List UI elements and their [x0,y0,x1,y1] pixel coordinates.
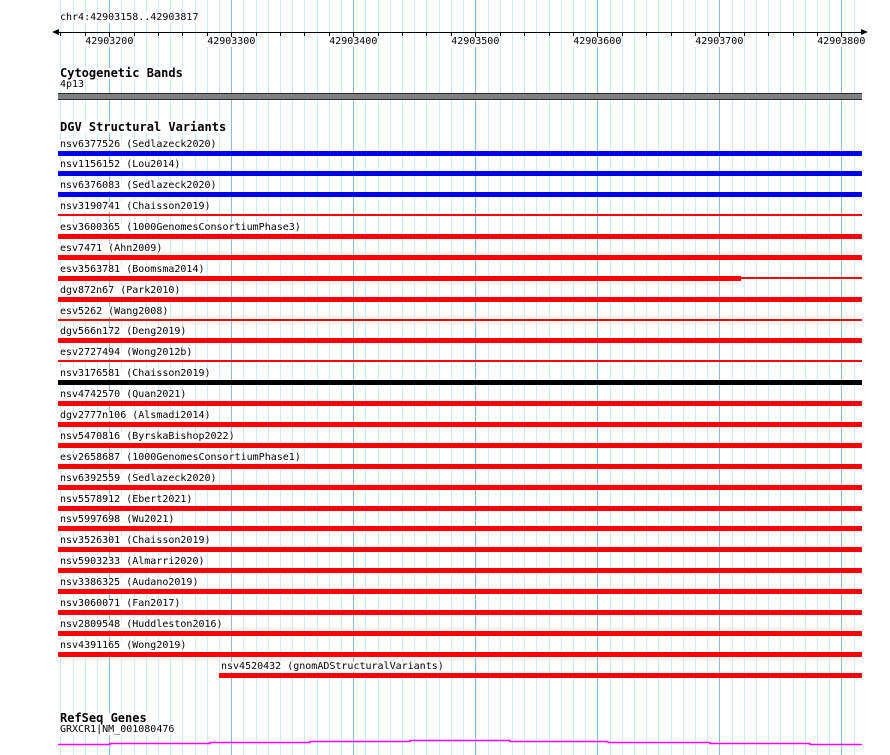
cytoband-name: 4p13 [60,79,85,90]
grid-line-minor [671,0,672,755]
grid-line-minor [561,0,562,755]
variant-bar-thin-extension[interactable] [741,277,862,279]
ruler-tick-label: 42903800 [817,36,866,47]
variant-label: esv2658687 (1000GenomesConsortiumPhase1) [60,451,301,463]
variant-label: nsv5903233 (Almarri2020) [60,556,205,568]
grid-line-minor [732,0,733,755]
variant-bar[interactable] [58,610,862,615]
variant-label: nsv1156152 (Lou2014) [60,159,181,171]
ruler-tick-minor [378,32,379,36]
grid-line-minor [439,0,440,755]
grid-line-minor [268,0,269,755]
grid-line-minor [365,0,366,755]
grid-line-minor [854,0,855,755]
variant-bar[interactable] [58,234,862,239]
grid-line-minor [744,0,745,755]
variant-label: nsv4742570 (Quan2021) [60,389,187,401]
variant-label: nsv6392559 (Sedlazeck2020) [60,472,217,484]
grid-line-major [231,0,232,755]
variant-label: nsv3176581 (Chaisson2019) [60,368,211,380]
ruler-tick-minor [402,32,403,36]
variant-label: nsv5997698 (Wu2021) [60,514,175,526]
ruler-tick-minor [524,32,525,36]
grid-line-minor [646,0,647,755]
variant-bar[interactable] [58,151,862,156]
dgv-header: DGV Structural Variants [60,120,227,134]
variant-bar[interactable] [58,297,862,302]
grid-line-minor [451,0,452,755]
variant-bar[interactable] [58,214,862,216]
variant-bar[interactable] [58,401,862,406]
grid-line-minor [549,0,550,755]
ruler-right-arrow-icon [861,29,868,35]
grid-line-minor [756,0,757,755]
variant-label: nsv4391165 (Wong2019) [60,639,187,651]
grid-line-minor [805,0,806,755]
grid-line-minor [341,0,342,755]
cytobands-header: Cytogenetic Bands [60,66,183,80]
grid-line-major [597,0,598,755]
grid-line-minor [585,0,586,755]
variant-label: nsv3060071 (Fan2017) [60,597,181,609]
variant-bar[interactable] [58,443,862,448]
variant-label: nsv3190741 (Chaisson2019) [60,201,211,213]
grid-line-major [841,0,842,755]
grid-line-minor [622,0,623,755]
ruler-tick-minor [768,32,769,36]
variant-bar[interactable] [58,485,862,490]
grid-line-minor [780,0,781,755]
ruler-tick-label: 42903400 [329,36,378,47]
ruler-tick-label: 42903500 [451,36,500,47]
grid-line-major [353,0,354,755]
ruler-tick-minor [744,32,745,36]
ruler-tick-minor [256,32,257,36]
grid-line-minor [317,0,318,755]
variant-bar[interactable] [58,319,862,321]
grid-line-minor [695,0,696,755]
ruler-tick-label: 42903700 [695,36,744,47]
grid-line-minor [304,0,305,755]
grid-line-minor [256,0,257,755]
grid-line-minor [390,0,391,755]
grid-line-major [475,0,476,755]
grid-line-minor [488,0,489,755]
variant-bar[interactable] [58,192,862,197]
variant-bar[interactable] [58,255,862,260]
ruler-tick-minor [646,32,647,36]
variant-label: nsv5578912 (Ebert2021) [60,493,193,505]
grid-line-minor [414,0,415,755]
grid-line-minor [793,0,794,755]
variant-label: esv5262 (Wang2008) [60,305,169,317]
grid-line-minor [524,0,525,755]
grid-line-minor [707,0,708,755]
variant-label: nsv6376083 (Sedlazeck2020) [60,180,217,192]
variant-bar[interactable] [58,380,862,385]
variant-bar[interactable] [58,631,862,636]
grid-line-major [719,0,720,755]
grid-line-minor [683,0,684,755]
variant-bar[interactable] [58,464,862,469]
region-title: chr4:42903158..42903817 [60,12,199,23]
ruler-tick-minor [793,32,794,36]
grid-line-minor [536,0,537,755]
ruler-tick-minor [182,32,183,36]
ruler-tick-label: 42903600 [573,36,622,47]
grid-line-minor [610,0,611,755]
variant-label: nsv3526301 (Chaisson2019) [60,535,211,547]
refseq-header: RefSeq Genes [60,711,147,725]
grid-line-minor [426,0,427,755]
ruler-tick-minor [622,32,623,36]
grid-line-minor [768,0,769,755]
variant-label: nsv6377526 (Sedlazeck2020) [60,138,217,150]
variant-label: esv2727494 (Wong2012b) [60,347,193,359]
grid-line-minor [292,0,293,755]
grid-line-minor [634,0,635,755]
grid-line-minor [500,0,501,755]
variant-bar[interactable] [58,506,862,511]
grid-line-minor [402,0,403,755]
ruler-tick-label: 42903300 [207,36,256,47]
variant-bar[interactable] [58,526,862,531]
variant-bar[interactable] [58,338,862,343]
grid-line-minor [512,0,513,755]
variant-bar[interactable] [58,547,862,552]
grid-line-minor [243,0,244,755]
ruler-left-arrow-icon [52,29,59,35]
ruler-tick-label: 42903200 [85,36,134,47]
grid-line-minor [658,0,659,755]
ruler-tick-minor [134,32,135,36]
ruler-tick-minor [60,32,61,36]
gene-name: GRXCR1|NM_001080476 [60,724,175,735]
variant-label: nsv5470816 (ByrskaBishop2022) [60,430,235,442]
variant-label: dgv566n172 (Deng2019) [60,326,187,338]
grid-line-minor [817,0,818,755]
variant-bar[interactable] [58,171,862,176]
variant-bar[interactable] [219,673,862,678]
variant-label: esv3563781 (Boomsma2014) [60,263,205,275]
ruler-tick-minor [304,32,305,36]
variant-bar[interactable] [58,360,862,362]
grid-line-minor [463,0,464,755]
ruler-tick-minor [549,32,550,36]
variant-label: nsv4520432 (gnomADStructuralVariants) [221,660,444,672]
variant-bar[interactable] [58,589,862,594]
variant-bar[interactable] [58,652,862,657]
variant-label: dgv872n67 (Park2010) [60,284,181,296]
grid-line-minor [573,0,574,755]
grid-line-minor [280,0,281,755]
variant-label: dgv2777n106 (Alsmadi2014) [60,409,211,421]
variant-bar[interactable] [58,276,741,281]
variant-bar[interactable] [58,422,862,427]
grid-line-minor [329,0,330,755]
ruler-tick-minor [671,32,672,36]
ruler-tick-minor [158,32,159,36]
ruler-axis-line [58,32,862,33]
variant-label: esv7471 (Ahn2009) [60,242,163,254]
cytoband-bar[interactable] [58,93,862,100]
ruler-tick-minor [500,32,501,36]
ruler-tick-minor [426,32,427,36]
grid-line-minor [219,0,220,755]
variant-bar[interactable] [58,568,862,573]
grid-line-minor [829,0,830,755]
variant-label: nsv2809548 (Huddleston2016) [60,618,223,630]
ruler-tick-minor [280,32,281,36]
variant-label: esv3600365 (1000GenomesConsortiumPhase3) [60,222,301,233]
grid-line-minor [378,0,379,755]
variant-label: nsv3386325 (Audano2019) [60,577,199,588]
